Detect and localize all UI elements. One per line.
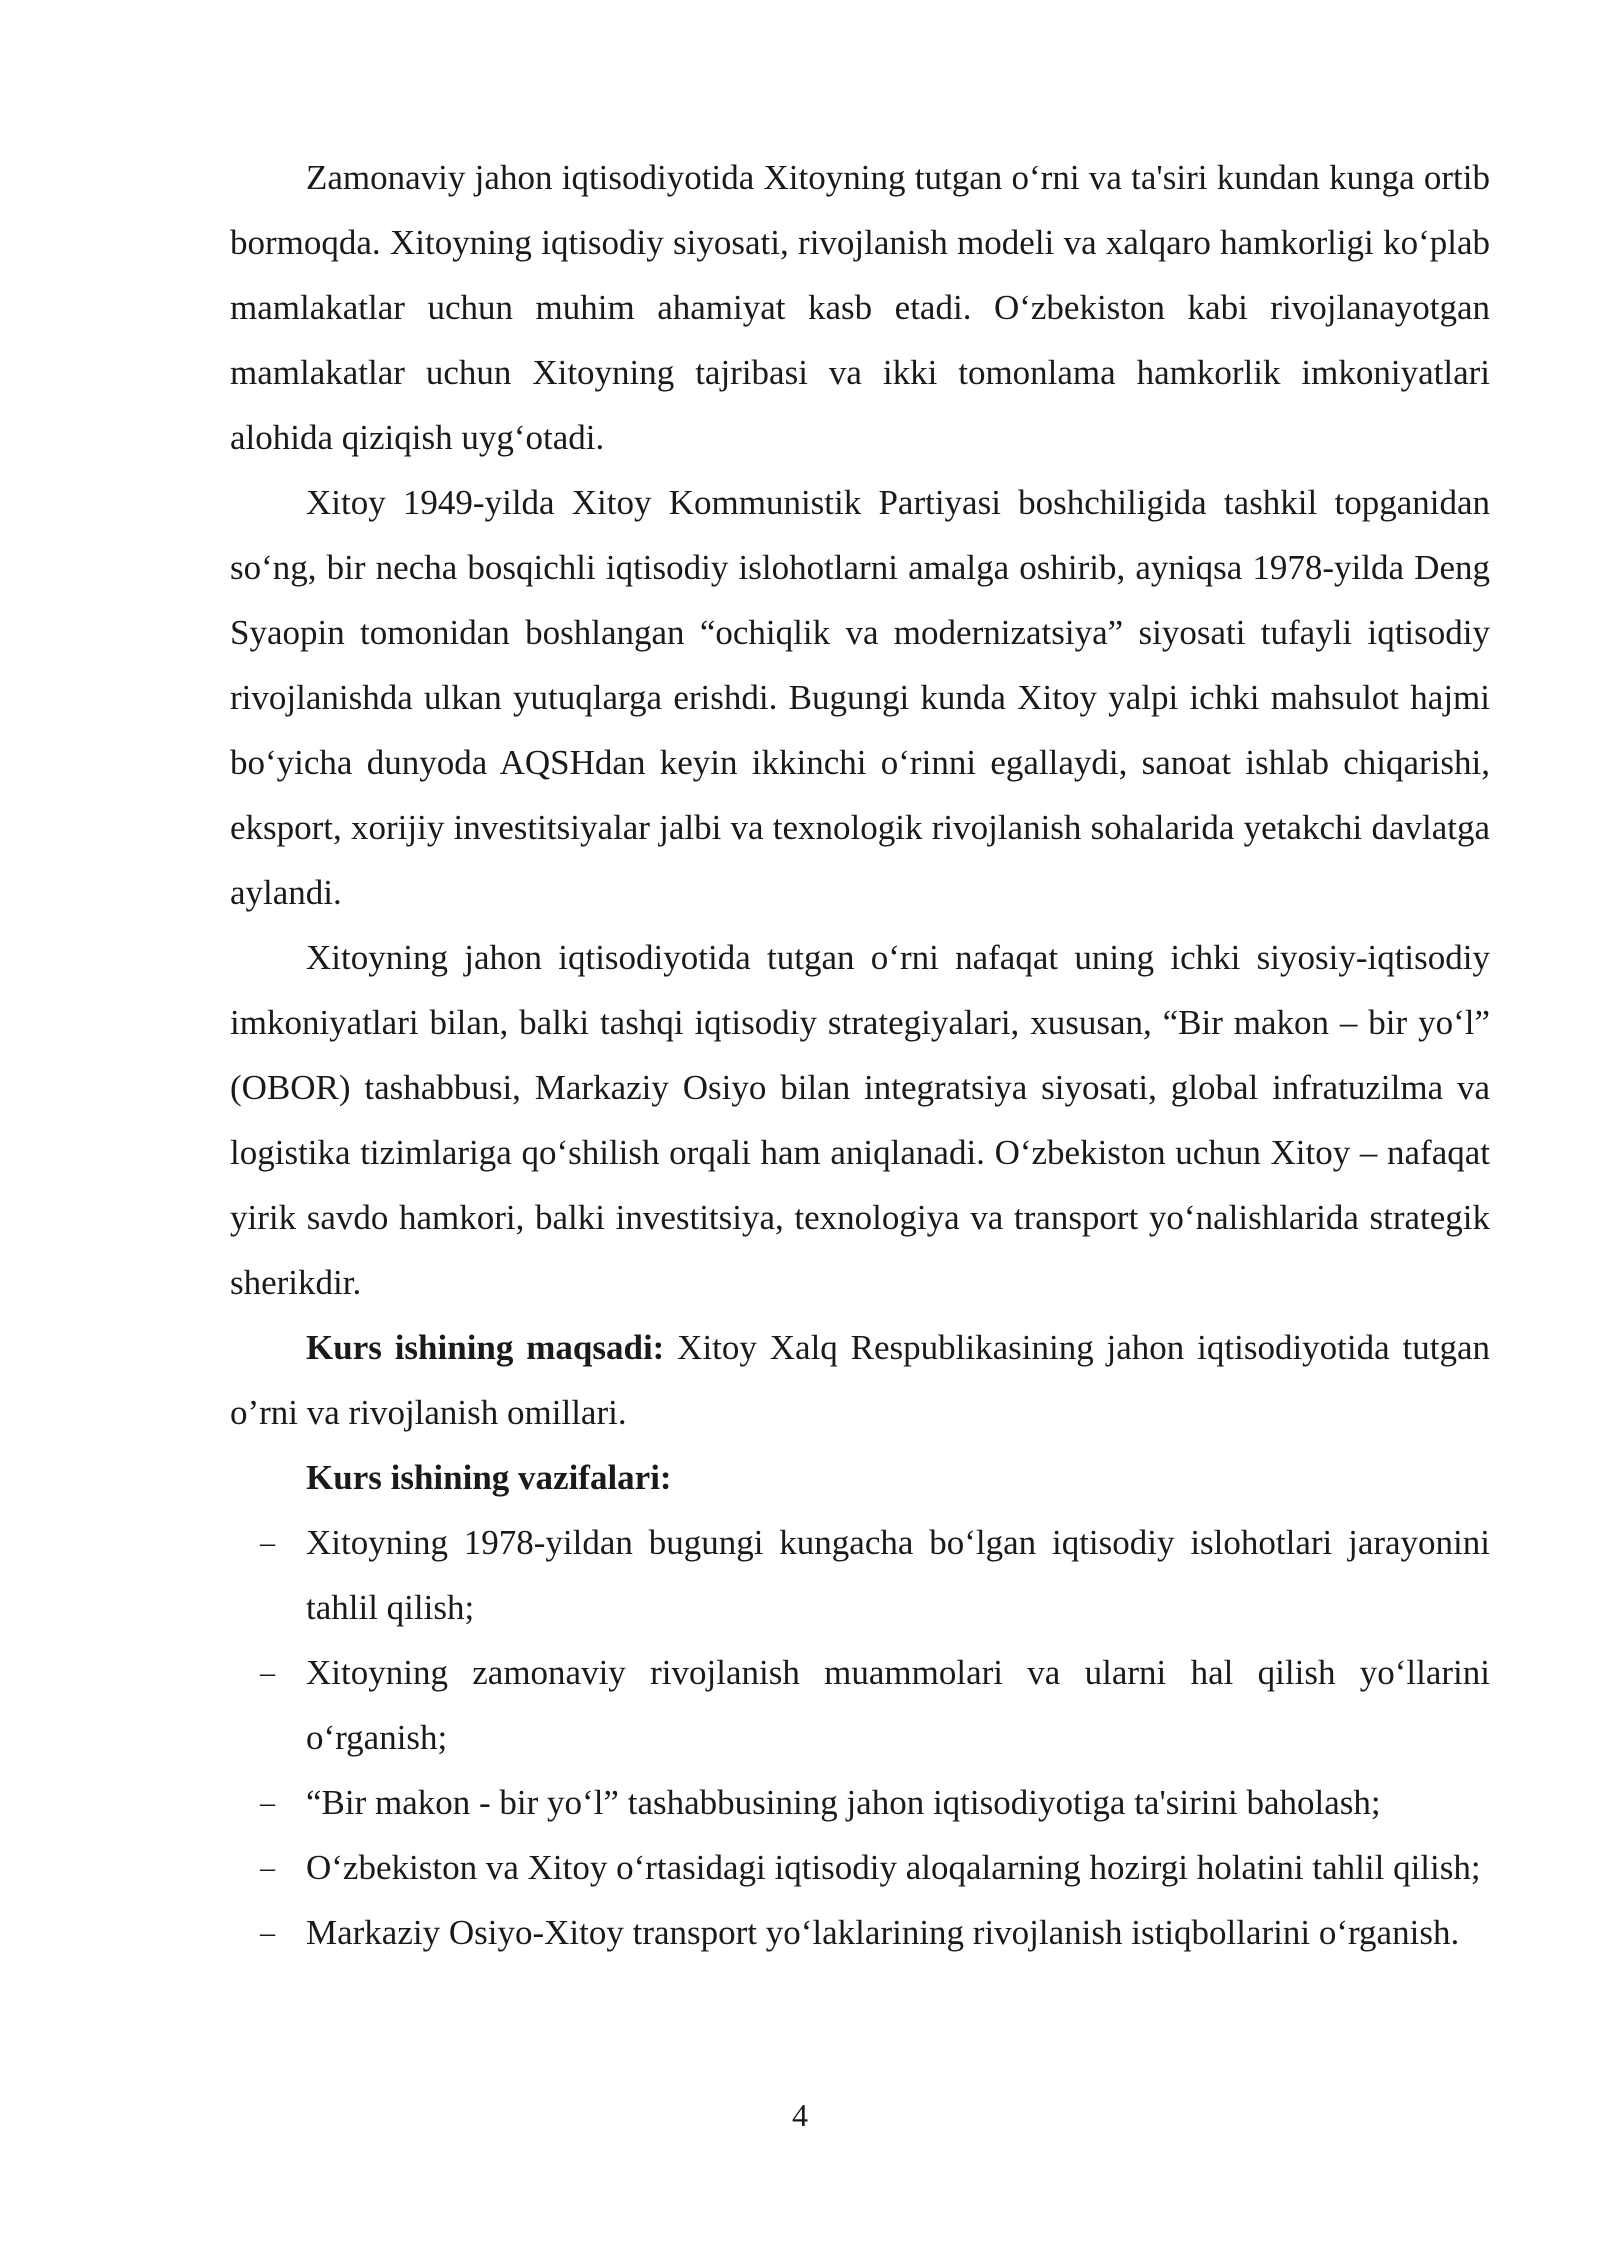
dash-bullet: – <box>260 1526 275 1559</box>
tasks-list <box>230 1510 1490 1965</box>
dash-bullet: – <box>260 1851 275 1884</box>
intro-paragraph-1: Zamonaviy jahon iqtisodiyotida Xitoyning tutgan o‘rni va ta'siri kundan kunga ortib bormoqda. Xitoyning iqtisodiy siyosati, rivojlanish modeli va xalqaro hamkorligi ko‘plab mamlakatlar uchun muhim ahamiyat kasb etadi. O‘zbekiston kabi rivojlanayotgan mamlakatlar uchun Xitoyning tajribasi va ikki tomonlama hamkorlik imkoniyatlari alohida qiziqish uyg‘otadi. <box>230 158 1490 457</box>
task-item <box>230 1640 1490 1770</box>
dash-bullet: – <box>260 1786 275 1819</box>
task-text: Xitoyning zamonaviy rivojlanish muammolari va ularni hal qilish yo‘llarini o‘rganish; <box>306 1653 1490 1757</box>
goal-text: Xitoy Xalq Respublikasining jahon iqtisodiyotida tutgan o’rni va rivojlanish omillari. <box>230 1328 1490 1432</box>
task-text: Markaziy Osiyo-Xitoy transport yo‘laklarining rivojlanish istiqbollarini o‘rganish. <box>306 1913 1460 1952</box>
dash-bullet: – <box>260 1916 275 1949</box>
page-number: 4 <box>792 2097 808 2133</box>
goal-paragraph <box>230 1315 1490 1445</box>
task-item <box>230 1835 1490 1900</box>
dash-bullet: – <box>260 1656 275 1689</box>
document-page <box>230 145 1490 1965</box>
task-text: O‘zbekiston va Xitoy o‘rtasidagi iqtisodiy aloqalarning hozirgi holatini tahlil qilish; <box>306 1848 1481 1887</box>
task-item <box>230 1510 1490 1640</box>
intro-paragraph-2: Xitoy 1949-yilda Xitoy Kommunistik Partiyasi boshchiligida tashkil topganidan so‘ng, bir necha bosqichli iqtisodiy islohotlarni amalga oshirib, ayniqsa 1978-yilda Deng Syaopin tomonidan boshlangan “ochiqlik va modernizatsiya” siyosati tufayli iqtisodiy rivojlanishda ulkan yutuqlarga erishdi. Bugungi kunda Xitoy yalpi ichki mahsulot hajmi bo‘yicha dunyoda AQSHdan keyin ikkinchi o‘rinni egallaydi, sanoat ishlab chiqarishi, eksport, xorijiy investitsiyalar jalbi va texnologik rivojlanish sohalarida yetakchi davlatga aylandi. <box>230 483 1490 912</box>
task-text: Xitoyning 1978-yildan bugungi kungacha bo‘lgan iqtisodiy islohotlari jarayonini tahlil qilish; <box>306 1523 1490 1627</box>
task-item <box>230 1770 1490 1835</box>
intro-paragraph-3: Xitoyning jahon iqtisodiyotida tutgan o‘rni nafaqat uning ichki siyosiy-iqtisodiy imkoniyatlari bilan, balki tashqi iqtisodiy strategiyalari, xususan, “Bir makon – bir yo‘l” (OBOR) tashabbusi, Markaziy Osiyo bilan integratsiya siyosati, global infratuzilma va logistika tizimlariga qo‘shilish orqali ham aniqlanadi. O‘zbekiston uchun Xitoy – nafaqat yirik savdo hamkori, balki investitsiya, texnologiya va transport yo‘nalishlarida strategik sherikdir. <box>230 938 1490 1302</box>
task-text: “Bir makon - bir yo‘l” tashabbusining jahon iqtisodiyotiga ta'sirini baholash; <box>306 1783 1381 1822</box>
tasks-heading: Kurs ishining vazifalari: <box>306 1458 672 1497</box>
goal-label: Kurs ishining maqsadi: <box>306 1328 665 1367</box>
task-item <box>230 1900 1490 1965</box>
